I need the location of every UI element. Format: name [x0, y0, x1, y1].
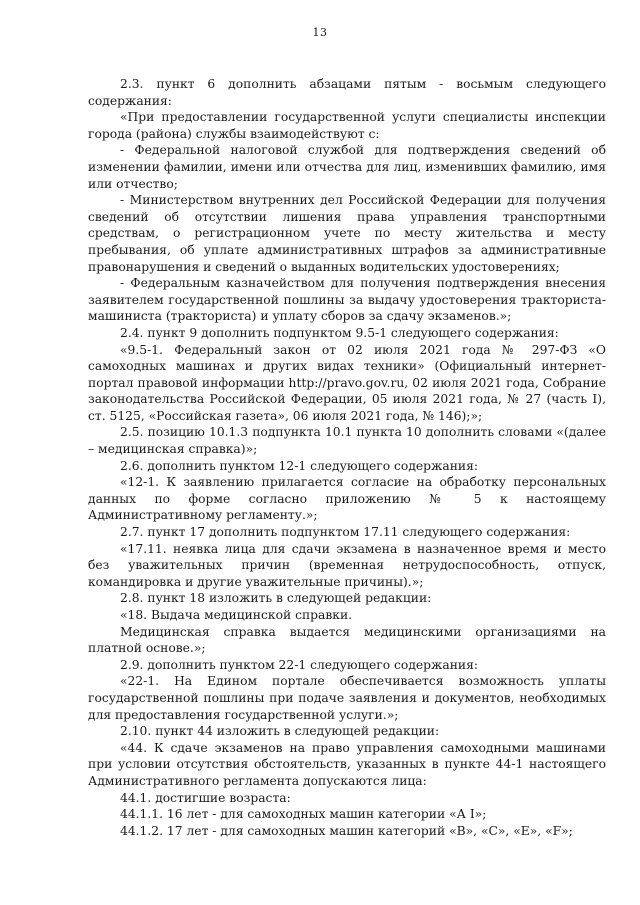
paragraph-22-1: «22-1. На Едином портале обеспечивается возможность уплаты государственной пошлины при подаче заявления и документов, необходимых для предоставления государственной услуги.»; — [88, 674, 606, 722]
paragraph-44-1-1: 44.1.1. 16 лет - для самоходных машин категории «А I»; — [120, 807, 487, 822]
paragraph-2-6: 2.6. дополнить пунктом 12-1 следующего содержания: — [120, 458, 478, 473]
paragraph-fns: - Федеральной налоговой службой для подтверждения сведений об изменении фамилии, имени или отчества для лиц, изменивших фамилию, имя или отчество; — [88, 143, 606, 191]
paragraph-quote-intro: «При предоставлении государственной услуги специалисты инспекции города (района) службы взаимодействуют с: — [88, 110, 606, 141]
paragraph-2-8: 2.8. пункт 18 изложить в следующей редакции: — [120, 591, 432, 606]
paragraph-2-4: 2.4. пункт 9 дополнить подпунктом 9.5-1 следующего содержания: — [120, 325, 559, 340]
paragraph-18: «18. Выдача медицинской справки. — [120, 608, 353, 622]
page-number: 13 — [312, 26, 328, 39]
paragraph-17-11: «17.11. неявка лица для сдачи экзамена в назначенное время и место без уважительных причин (временная нетрудоспособность, отпуск, командировка и другие уважительные причины).»; — [88, 541, 606, 589]
paragraph-2-9: 2.9. дополнить пунктом 22-1 следующего содержания: — [120, 657, 478, 672]
paragraph-44: «44. К сдаче экзаменов на право управления самоходными машинами при условии отсутствия обстоятельств, указанных в пункте 44-1 настоящего Административного регламента допускаются лица: — [88, 740, 606, 788]
paragraph-2-3: 2.3. пункт 6 дополнить абзацами пятым - восьмым следующего содержания: — [88, 77, 606, 108]
paragraph-2-10: 2.10. пункт 44 изложить в следующей редакции: — [120, 724, 440, 739]
paragraph-2-5: 2.5. позицию 10.1.3 подпункта 10.1 пункта 10 дополнить словами «(далее – медицинская справка)»; — [88, 425, 606, 457]
paragraph-2-7: 2.7. пункт 17 дополнить подпунктом 17.11 следующего содержания: — [120, 525, 571, 540]
paragraph-mvd: - Министерством внутренних дел Российской Федерации для получения сведений об отсутствии лишения права управления транспортными средствам, о регистрационном учете по месту жительства и месту пребывания, об уплате административных штрафов за административные правонарушения и сведений о выданных водительских удостоверениях; — [88, 193, 606, 274]
paragraph-44-1: 44.1. достигшие возраста: — [120, 790, 291, 805]
paragraph-9-5-1: «9.5-1. Федеральный закон от 02 июля 2021 года № 297-ФЗ «О самоходных машинах и других видах техники» (Официальный интернет-портал правовой информации http://pravo.gov.ru, 02 июля 2021 года, Собрание законодательства Российской Федерации, 05 июля 2021 года, № 27 (часть I), ст. 5125, «Российская газета», 06 июля 2021 года, № 146);»; — [88, 342, 606, 423]
document-body — [88, 76, 606, 839]
paragraph-medical-note: Медицинская справка выдается медицинскими организациями на платной основе.»; — [88, 624, 606, 656]
paragraph-12-1: «12-1. К заявлению прилагается согласие на обработку персональных данных по форме согласно приложению № 5 к настоящему Административному регламенту.»; — [88, 475, 606, 523]
paragraph-treasury: - Федеральным казначейством для получения подтверждения внесения заявителем государственной пошлины за выдачу удостоверения тракториста-машиниста (тракториста) и уплату сборов за сдачу экзаменов.»; — [88, 276, 606, 324]
paragraph-44-1-2: 44.1.2. 17 лет - для самоходных машин категорий «В», «С», «Е», «F»; — [120, 823, 573, 838]
